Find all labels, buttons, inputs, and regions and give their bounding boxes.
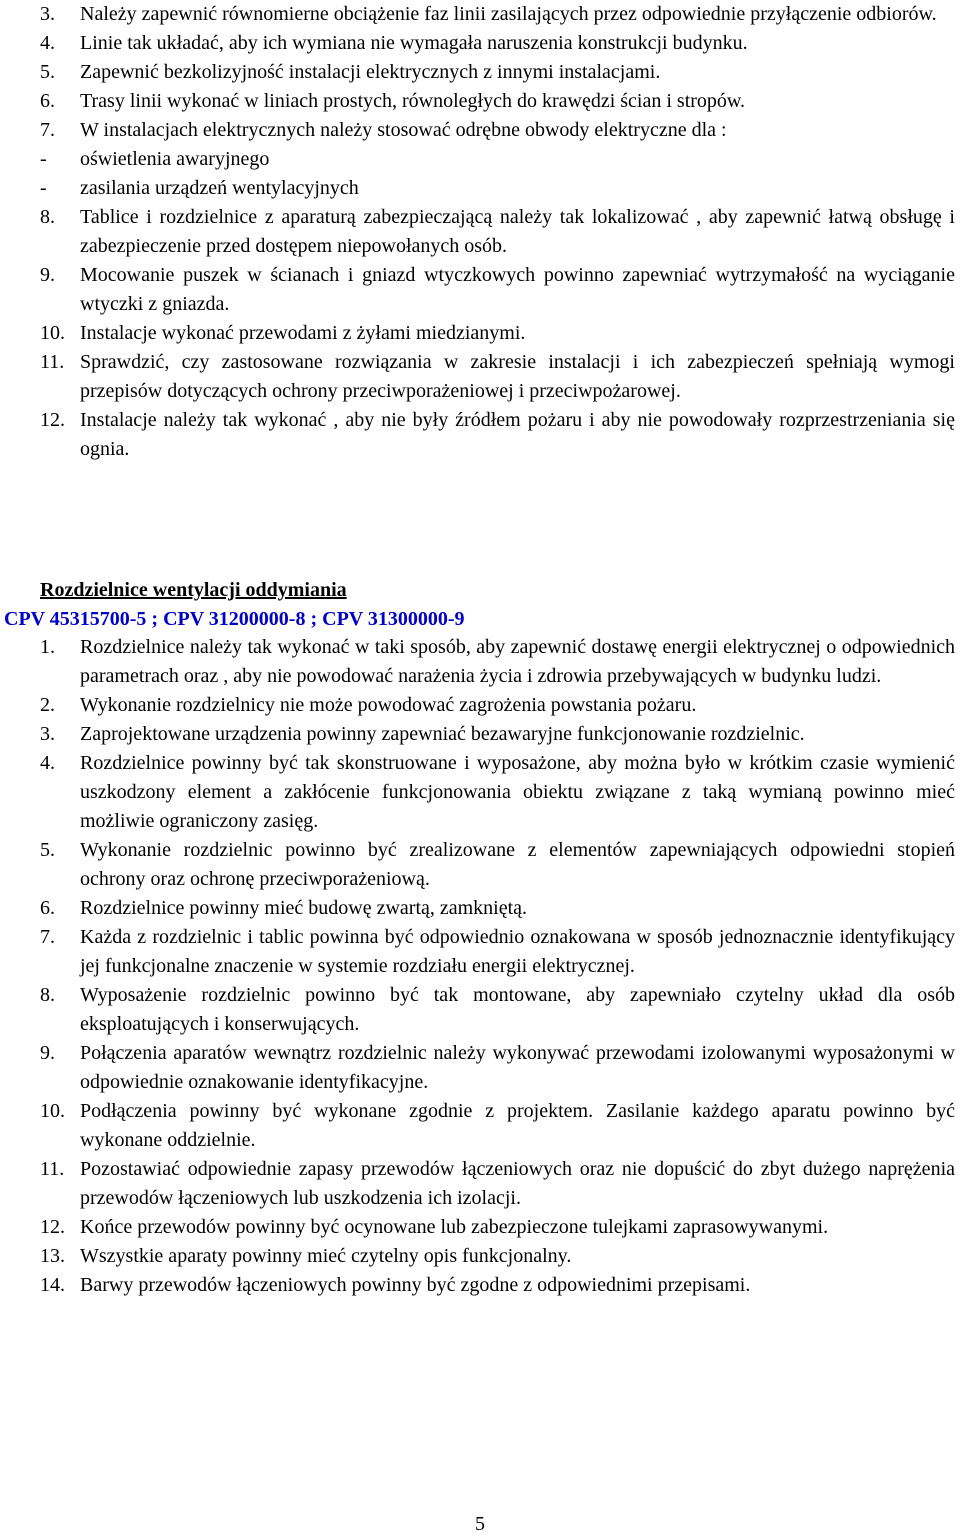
item-text: Wykonanie rozdzielnicy nie może powodować zagrożenia powstania pożaru. xyxy=(80,694,697,716)
item-text: Mocowanie puszek w ścianach i gniazd wtyczkowych powinno zapewniać wytrzymałość na wyciąganie wtyczki z gniazda. xyxy=(80,264,955,315)
list-item xyxy=(0,58,960,87)
item-text: Podłączenia powinny być wykonane zgodnie z projektem. Zasilanie każdego aparatu powinno być wykonane oddzielnie. xyxy=(80,1100,955,1151)
item-number: 10. xyxy=(40,1100,65,1122)
item-number: 11. xyxy=(40,351,65,373)
list-item xyxy=(0,749,960,836)
item-number: 12. xyxy=(40,409,65,431)
item-text: Końce przewodów powinny być ocynowane lub zabezpieczone tulejkami zaprasowywanymi. xyxy=(80,1216,829,1238)
item-text: Należy zapewnić równomierne obciążenie faz linii zasilających przez odpowiednie przyłączenie odbiorów. xyxy=(80,3,937,25)
item-number: 11. xyxy=(40,1158,65,1180)
item-number: 9. xyxy=(40,264,55,286)
item-number: 12. xyxy=(40,1216,65,1238)
list-item xyxy=(0,116,960,145)
list-item xyxy=(0,691,960,720)
list-item xyxy=(0,836,960,894)
item-number: 1. xyxy=(40,636,55,658)
item-text: oświetlenia awaryjnego xyxy=(80,148,270,170)
list-item xyxy=(0,0,960,29)
requirements-list-bottom xyxy=(0,633,960,1300)
list-item xyxy=(0,633,960,691)
list-item xyxy=(0,1271,960,1300)
list-item xyxy=(0,923,960,981)
item-number: 4. xyxy=(40,32,55,54)
item-text: Każda z rozdzielnic i tablic powinna być odpowiednio oznakowana w sposób jednoznacznie identyfikujący jej funkcjonalne znaczenie w systemie rozdziału energii elektrycznej. xyxy=(80,926,955,977)
list-item xyxy=(0,1039,960,1097)
list-item xyxy=(0,261,960,319)
list-item xyxy=(0,203,960,261)
list-item xyxy=(0,894,960,923)
list-item xyxy=(0,1242,960,1271)
item-number: 9. xyxy=(40,1042,55,1064)
item-text: Rozdzielnice należy tak wykonać w taki sposób, aby zapewnić dostawę energii elektrycznej o odpowiednich parametrach oraz , aby nie powodować narażenia życia i zdrowia przebywających w budynku ludzi. xyxy=(80,636,955,687)
item-number: 3. xyxy=(40,3,55,25)
list-item xyxy=(0,29,960,58)
item-number: 8. xyxy=(40,984,55,1006)
item-text: Zapewnić bezkolizyjność instalacji elektrycznych z innymi instalacjami. xyxy=(80,61,661,83)
item-text: Instalacje wykonać przewodami z żyłami miedzianymi. xyxy=(80,322,526,344)
item-text: Tablice i rozdzielnice z aparaturą zabezpieczającą należy tak lokalizować , aby zapewnić łatwą obsługę i zabezpieczenie przed dostępem niepowołanych osób. xyxy=(80,206,955,257)
item-dash: - xyxy=(40,148,47,170)
item-number: 5. xyxy=(40,839,55,861)
item-dash: - xyxy=(40,177,47,199)
item-number: 13. xyxy=(40,1245,65,1267)
item-text: zasilania urządzeń wentylacyjnych xyxy=(80,177,359,199)
list-item xyxy=(0,87,960,116)
item-number: 7. xyxy=(40,119,55,141)
item-number: 8. xyxy=(40,206,55,228)
list-item xyxy=(0,348,960,406)
item-number: 2. xyxy=(40,694,55,716)
item-text: Instalacje należy tak wykonać , aby nie były źródłem pożaru i aby nie powodowały rozprzestrzeniania się ognia. xyxy=(80,409,955,460)
list-item xyxy=(0,720,960,749)
page-number: 5 xyxy=(475,1513,485,1535)
item-text: Wszystkie aparaty powinny mieć czytelny opis funkcjonalny. xyxy=(80,1245,572,1267)
list-item xyxy=(0,319,960,348)
item-text: Pozostawiać odpowiednie zapasy przewodów łączeniowych oraz nie dopuścić do zbyt dużego naprężenia przewodów łączeniowych lub uszkodzenia ich izolacji. xyxy=(80,1158,955,1209)
item-text: W instalacjach elektrycznych należy stosować odrębne obwody elektryczne dla : xyxy=(80,119,727,141)
cpv-codes: CPV 45315700-5 ; CPV 31200000-8 ; CPV 31300000-9 xyxy=(4,608,465,630)
section-heading: Rozdzielnice wentylacji oddymiania xyxy=(40,579,347,601)
item-text: Wykonanie rozdzielnic powinno być zrealizowane z elementów zapewniających odpowiedni stopień ochrony oraz ochronę przeciwporażeniową. xyxy=(80,839,955,890)
item-text: Rozdzielnice powinny mieć budowę zwartą, zamkniętą. xyxy=(80,897,528,919)
item-number: 6. xyxy=(40,90,55,112)
item-number: 14. xyxy=(40,1274,65,1296)
list-item xyxy=(0,1155,960,1213)
item-text: Sprawdzić, czy zastosowane rozwiązania w zakresie instalacji i ich zabezpieczeń spełniają wymogi przepisów dotyczących ochrony przeciwporażeniowej i przeciwpożarowej. xyxy=(80,351,955,402)
item-number: 3. xyxy=(40,723,55,745)
item-number: 6. xyxy=(40,897,55,919)
list-subitem xyxy=(0,145,960,174)
item-number: 5. xyxy=(40,61,55,83)
list-item xyxy=(0,981,960,1039)
list-item xyxy=(0,1097,960,1155)
list-subitem xyxy=(0,174,960,203)
item-text: Wyposażenie rozdzielnic powinno być tak montowane, aby zapewniało czytelny układ dla osób eksploatujących i konserwujących. xyxy=(80,984,955,1035)
item-text: Linie tak układać, aby ich wymiana nie wymagała naruszenia konstrukcji budynku. xyxy=(80,32,748,54)
item-text: Zaprojektowane urządzenia powinny zapewniać bezawaryjne funkcjonowanie rozdzielnic. xyxy=(80,723,805,745)
item-text: Połączenia aparatów wewnątrz rozdzielnic należy wykonywać przewodami izolowanymi wyposażonymi w odpowiednie oznakowanie identyfikacyjne. xyxy=(80,1042,955,1093)
list-item xyxy=(0,406,960,464)
list-item xyxy=(0,1213,960,1242)
item-number: 4. xyxy=(40,752,55,774)
item-text: Barwy przewodów łączeniowych powinny być zgodne z odpowiednimi przepisami. xyxy=(80,1274,751,1296)
item-number: 7. xyxy=(40,926,55,948)
requirements-list-top xyxy=(0,0,960,464)
item-number: 10. xyxy=(40,322,65,344)
item-text: Rozdzielnice powinny być tak skonstruowane i wyposażone, aby można było w krótkim czasie wymienić uszkodzony element a zakłócenie funkcjonowania obiektu związane z taką wymianą powinno mieć możliwie ograniczony zasięg. xyxy=(80,752,955,832)
item-text: Trasy linii wykonać w liniach prostych, równoległych do krawędzi ścian i stropów. xyxy=(80,90,746,112)
